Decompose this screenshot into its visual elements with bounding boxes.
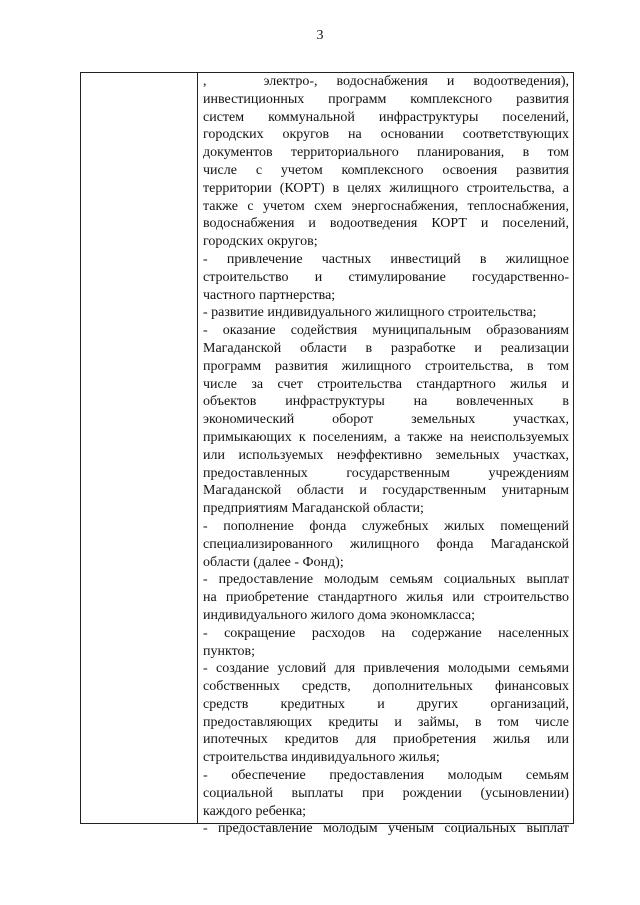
text-line: - обеспечение предоставления молодым семьям [203,768,569,784]
text-line: специализированного жилищного фонда Магаданской [203,536,569,552]
text-line: городских округов; [203,234,318,250]
text-line: городских округов на основании соответствующих [203,127,569,143]
text-line: предоставляющих кредиты и займы, в том числе [203,714,569,730]
table-right-column [198,73,573,837]
text-line: строительство и стимулирование государственно- [203,269,569,285]
text-line: числе с учетом комплексного освоения развития [203,162,569,178]
text-line: - создание условий для привлечения молодыми семьями [203,661,569,677]
text-line: документов территориального планирования, в том [203,145,569,161]
text-line: социальной выплаты при рождении (усыновлении) [203,785,569,801]
text-line: примыкающих к поселениям, а также на неиспользуемых [203,429,569,445]
text-line: инвестиционных программ комплексного развития [203,91,569,107]
text-line: собственных средств, дополнительных финансовых [203,679,569,695]
text-line: - предоставление молодым семьям социальных выплат [203,572,569,588]
text-line: , электро-, водоснабжения и водоотведения), [203,74,569,89]
text-line: водоснабжения и водоотведения КОРТ и поселений, [203,216,569,232]
text-line: также с учетом схем энергоснабжения, теплоснабжения, [203,198,569,214]
text-line: объектов инфраструктуры на вовлеченных в [203,394,569,410]
text-line: на приобретение стандартного жилья или строительство [203,590,569,606]
text-line: предоставленных государственным учреждениям [203,465,569,481]
text-line: - предоставление молодым ученым социальных выплат [203,821,569,837]
text-line: средств кредитных и других организаций, [203,696,569,712]
text-line: числе за счет строительства стандартного жилья и [203,376,569,392]
text-line: области (далее - Фонд); [203,554,344,570]
page-number: 3 [316,28,324,43]
text-line: индивидуального жилого дома экономкласса; [203,607,476,623]
text-line: пунктов; [203,643,256,659]
text-line: территории (КОРТ) в целях жилищного строительства, а [203,180,569,196]
text-line: экономический оборот земельных участках, [203,412,569,428]
text-line: систем коммунальной инфраструктуры поселений, [203,109,569,125]
text-line: программ развития жилищного строительства, в том [203,358,569,374]
text-line: или используемых неэффективно земельных участках, [203,447,569,463]
text-line: предприятиям Магаданской области; [203,501,424,517]
text-line: каждого ребенка; [203,803,307,819]
text-line: - пополнение фонда служебных жилых помещений [203,518,569,534]
document-table [80,72,574,837]
text-line: - оказание содействия муниципальным образованиям [203,323,569,339]
text-line: - развитие индивидуального жилищного строительства; [203,305,537,321]
text-line: строительства индивидуального жилья; [203,750,440,766]
table-left-column [81,73,198,823]
text-line: частного партнерства; [203,287,336,303]
text-line: Магаданской области в разработке и реализации [203,340,569,356]
text-line: Магаданской области и государственным унитарным [203,483,569,499]
text-line: - сокращение расходов на содержание населенных [203,625,569,641]
text-line: ипотечных кредитов для приобретения жилья или [203,732,569,748]
text-line: - привлечение частных инвестиций в жилищное [203,251,569,267]
